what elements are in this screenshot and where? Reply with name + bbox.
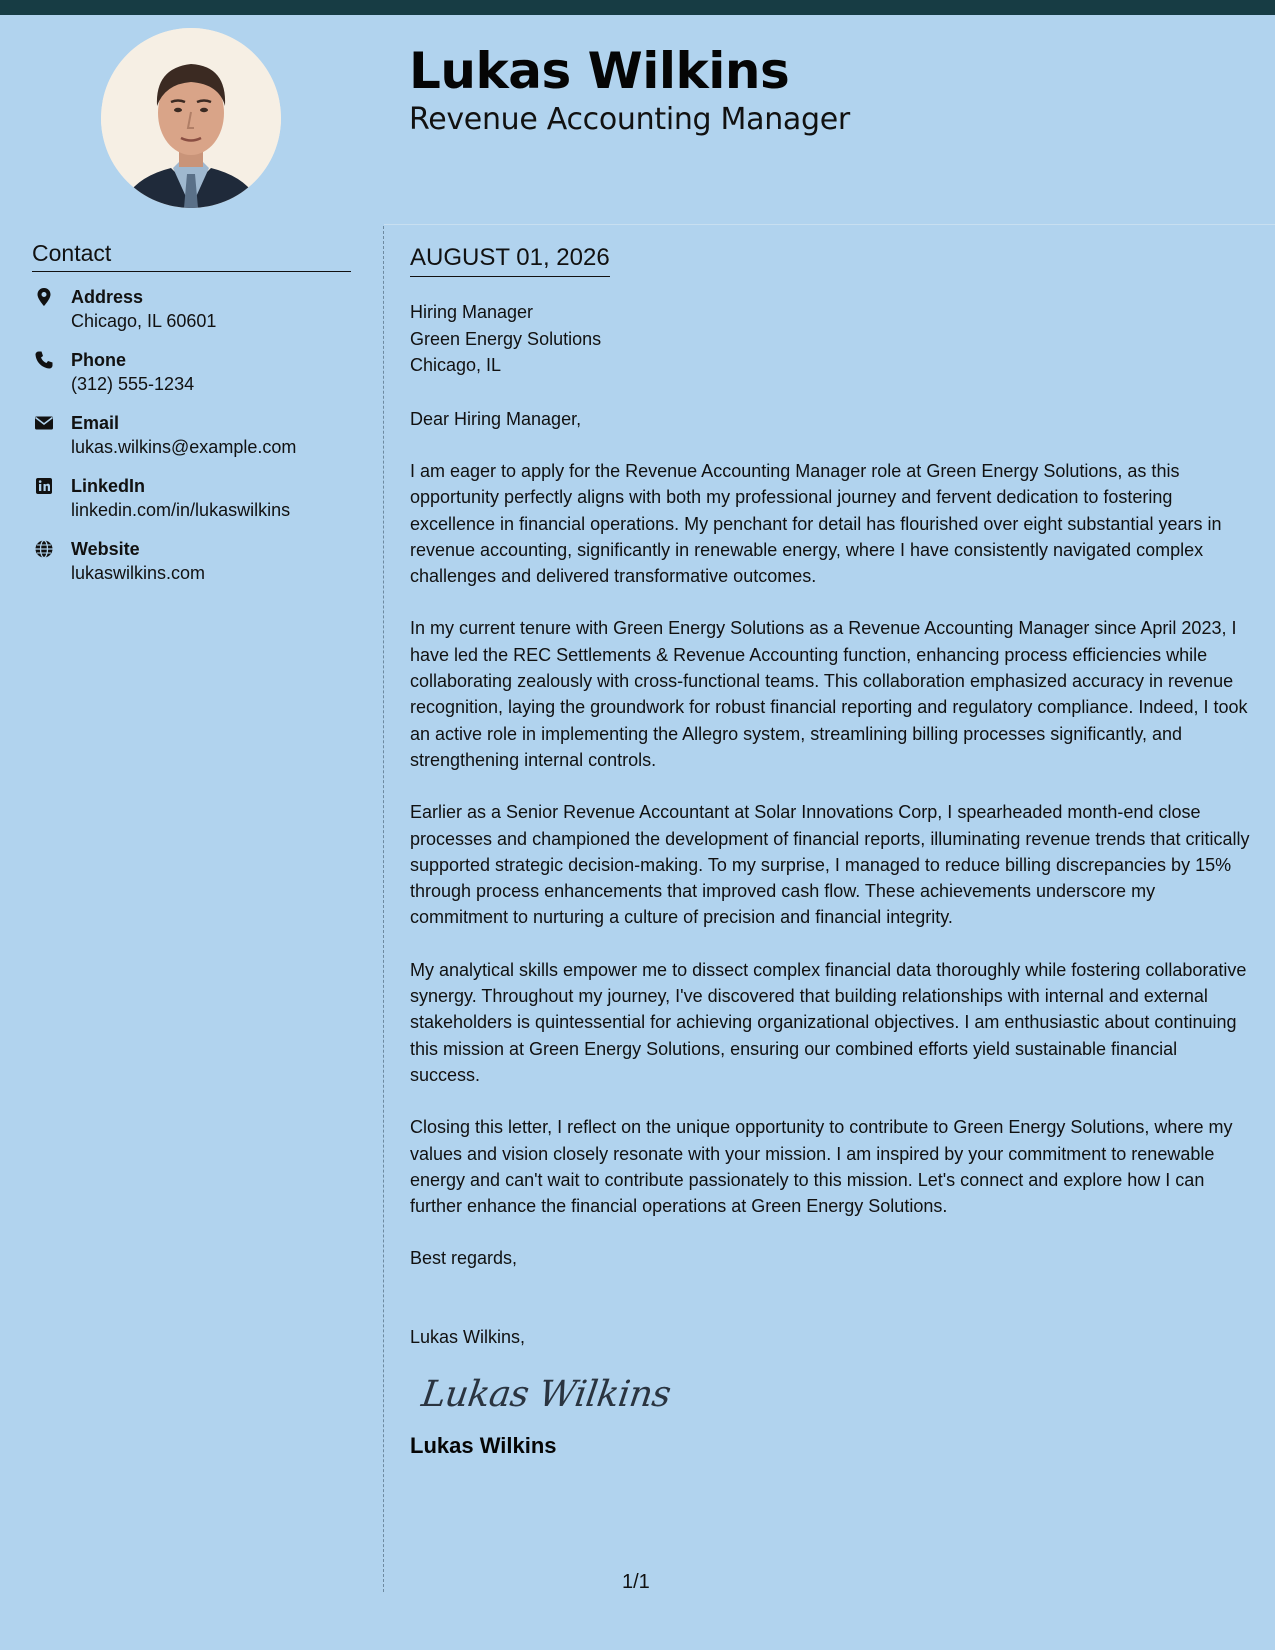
website-value[interactable]: lukaswilkins.com [71,563,206,583]
candidate-name: Lukas Wilkins [409,42,790,100]
contact-item-website [32,537,351,600]
top-bar [0,0,1275,15]
letter-body [410,244,1250,1459]
recipient-block [410,299,1250,379]
avatar [101,28,281,208]
phone-icon [34,350,54,370]
email-value[interactable]: lukas.wilkins@example.com [71,437,297,457]
contact-item-phone [32,348,351,411]
contact-sidebar [32,240,351,600]
address-value: Chicago, IL 60601 [71,311,217,331]
contact-item-email [32,411,351,474]
contact-list [32,285,351,600]
contact-label: Email [71,413,120,433]
signer-name: Lukas Wilkins [410,1433,557,1459]
paragraph: My analytical skills empower me to dissect complex financial data thoroughly while fostering collaborative synergy. Throughout my journey, I've discovered that building relationships with internal and external stakeholders is quintessential for achieving organizational objectives. I am enthusiastic about continuing this mission at Green Energy Solutions, ensuring our combined efforts yield sustainable financial success. [410,959,1247,1085]
contact-label: Website [71,539,140,559]
header-divider [384,224,1275,225]
job-title: Revenue Accounting Manager [409,102,850,137]
profile-photo [101,28,281,208]
recipient-line: Green Energy Solutions [410,328,602,349]
linkedin-icon [34,476,54,496]
closing: Best regards, [410,1248,518,1269]
linkedin-value[interactable]: linkedin.com/in/lukaswilkins [71,500,291,520]
paragraph: I am eager to apply for the Revenue Accounting Manager role at Green Energy Solutions, as this opportunity perfectly aligns with both my professional journey and fervent dedication to fostering excellence in financial operations. My penchant for detail has flourished over eight substantial years in revenue accounting, significantly in renewable energy, where I have consistently navigated complex challenges and delivered transformative outcomes. [410,461,1222,587]
page-number: 1/1 [622,1571,650,1593]
salutation: Dear Hiring Manager, [410,408,582,429]
globe-icon [34,539,54,559]
paragraph: Closing this letter, I reflect on the unique opportunity to contribute to Green Energy Solutions, where my values and vision closely resonate with your mission. I am inspired by your commitment to renewable energy and can't wait to contribute passionately to this mission. Let's connect and explore how I can further enhance the financial operations at Green Energy Solutions. [410,1117,1233,1217]
letter-date: AUGUST 01, 2026 [410,244,610,277]
contact-item-address [32,285,351,348]
recipient-line: Chicago, IL [410,355,502,375]
recipient-line: Hiring Manager [410,302,534,322]
signature: Lukas Wilkins [419,1374,674,1416]
contact-label: Phone [71,350,127,370]
column-divider [383,226,384,1592]
contact-label: LinkedIn [71,476,146,496]
closing-name: Lukas Wilkins, [410,1326,526,1347]
paragraph: In my current tenure with Green Energy Solutions as a Revenue Accounting Manager since April 2023, I have led the REC Settlements & Revenue Accounting function, enhancing process efficiencies while collaborating zealously with cross-functional teams. This collaboration emphasized accuracy in revenue recognition, laying the groundwork for robust financial reporting and regulatory compliance. Indeed, I took an active role in implementing the Allegro system, streamlining billing processes significantly, and strengthening internal controls. [410,618,1248,770]
contact-heading: Contact [32,240,351,272]
contact-item-linkedin [32,474,351,537]
location-pin-icon [34,287,54,307]
paragraph: Earlier as a Senior Revenue Accountant at Solar Innovations Corp, I spearheaded month-end close processes and championed the development of financial reports, illuminating revenue trends that critically supported strategic decision-making. To my surprise, I managed to reduce billing discrepancies by 15% through process enhancements that improved cash flow. These achievements underscore my commitment to nurturing a culture of precision and financial integrity. [410,802,1250,928]
phone-value[interactable]: (312) 555-1234 [71,374,195,394]
envelope-icon [34,413,54,433]
contact-label: Address [71,287,144,307]
